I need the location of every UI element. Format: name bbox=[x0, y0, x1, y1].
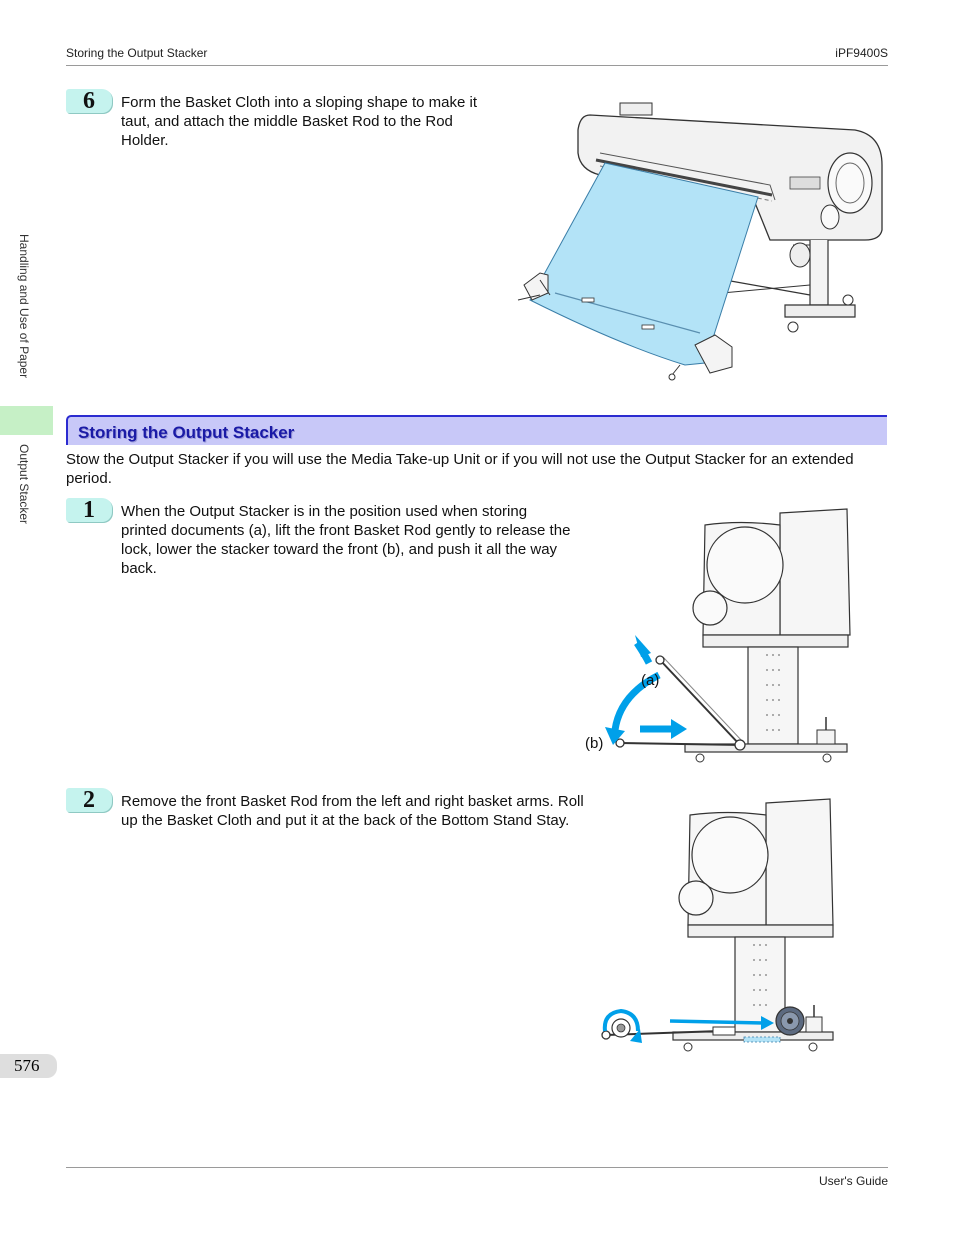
step-number-badge: 6 bbox=[66, 89, 112, 113]
sidebar-chapter-label: Handling and Use of Paper bbox=[17, 234, 31, 379]
step-instruction: Remove the front Basket Rod from the left and right basket arms. Roll up the Basket Cloth and put it at the back of the Bottom Stand Stay. bbox=[121, 793, 584, 829]
running-header-model: iPF9400S bbox=[835, 46, 888, 60]
footer-guide-title: User's Guide bbox=[819, 1174, 888, 1188]
step-number-badge: 2 bbox=[66, 788, 112, 812]
page-number: 576 bbox=[0, 1054, 57, 1078]
header-divider bbox=[66, 65, 888, 66]
section-title: Storing the Output Stacker bbox=[78, 423, 295, 442]
label-b: (b) bbox=[585, 735, 604, 752]
sidebar-section-tab bbox=[0, 406, 53, 435]
step-number-badge: 1 bbox=[66, 498, 112, 522]
step-instruction: Form the Basket Cloth into a sloping shape to make it taut, and attach the middle Basket Rod to the Rod Holder. bbox=[121, 94, 478, 149]
stacker-stowed-illustration bbox=[598, 795, 838, 1057]
stacker-lowering-illustration bbox=[585, 505, 855, 770]
sidebar-section-label: Output Stacker bbox=[17, 444, 31, 525]
footer-divider bbox=[66, 1167, 888, 1168]
section-intro-paragraph: Stow the Output Stacker if you will use the Media Take-up Unit or if you will not use the Output Stacker for an extended period. bbox=[66, 451, 854, 487]
section-heading-bar bbox=[66, 415, 887, 445]
running-header-section: Storing the Output Stacker bbox=[66, 46, 208, 60]
step-instruction: When the Output Stacker is in the position used when storing printed documents (a), lift the front Basket Rod gently to release the lock, lower the stacker toward the front (b), and push it all the way back. bbox=[121, 503, 571, 577]
label-a: (a) bbox=[641, 672, 660, 689]
printer-basket-illustration bbox=[510, 95, 890, 385]
